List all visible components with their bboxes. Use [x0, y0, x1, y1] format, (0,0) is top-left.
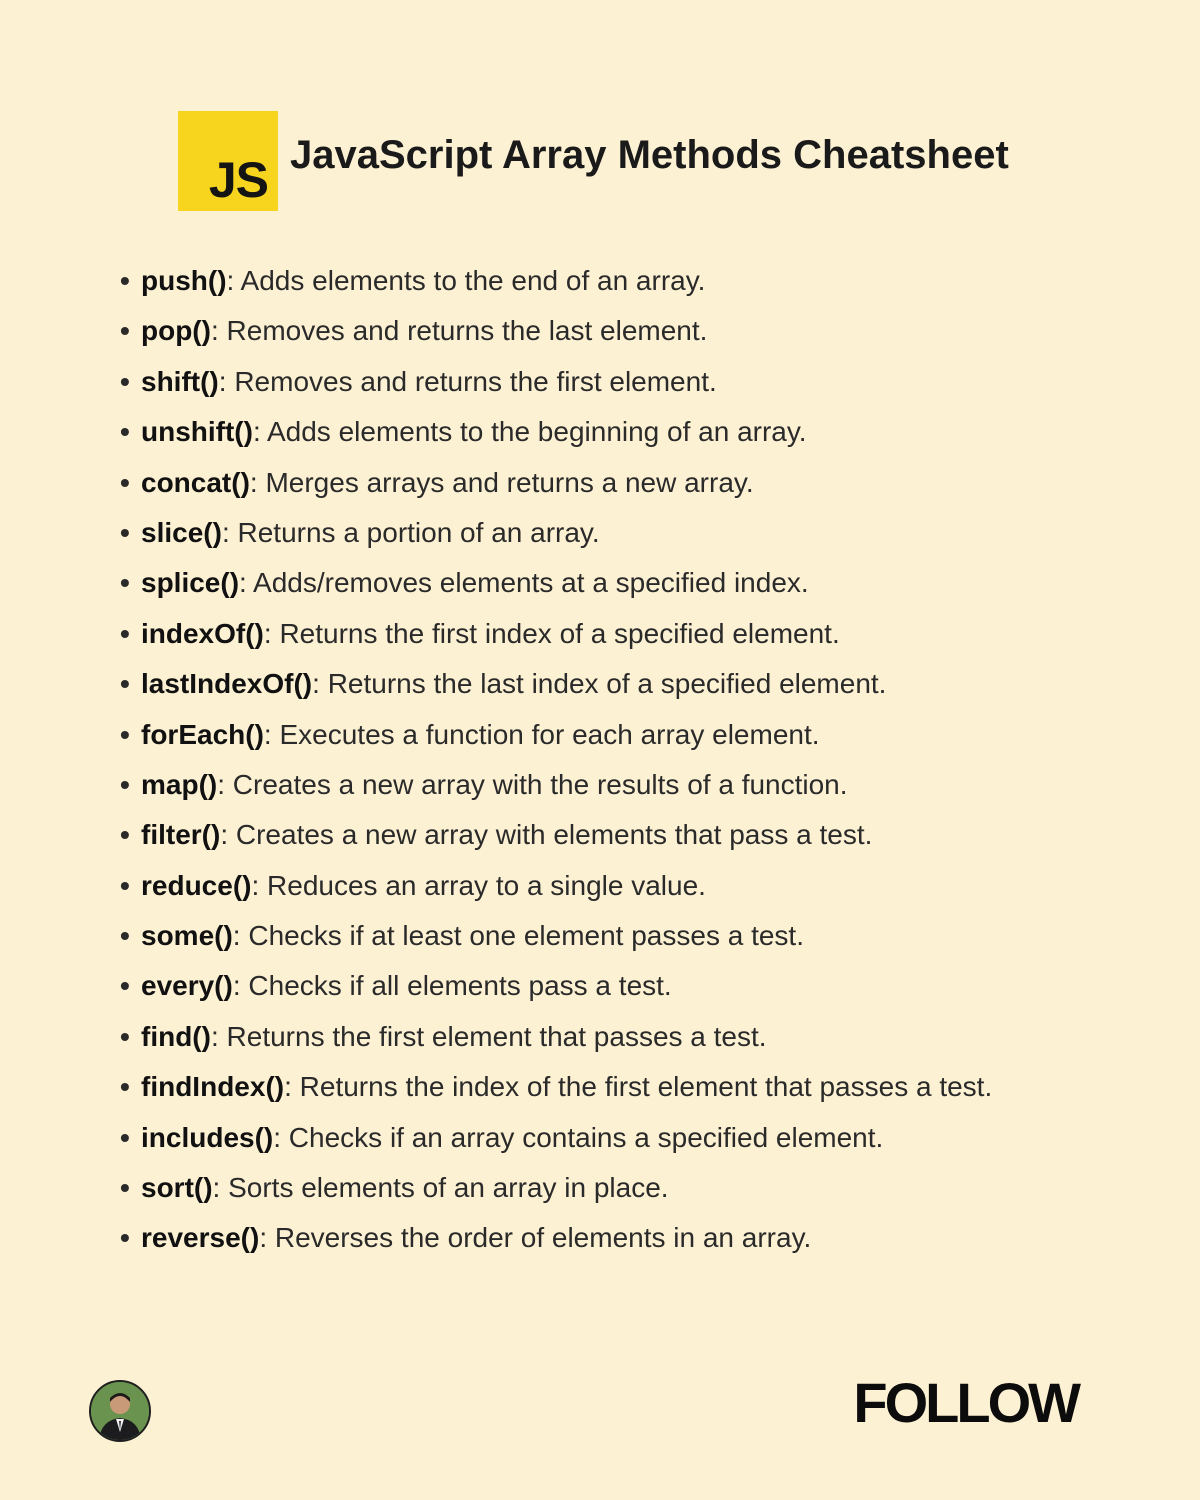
- method-name: splice(): [141, 567, 240, 599]
- list-item: [120, 961, 992, 1011]
- bullet-icon: •: [120, 466, 130, 498]
- bullet-icon: •: [120, 869, 130, 901]
- method-description: : Reduces an array to a single value.: [251, 869, 706, 901]
- method-description: : Merges arrays and returns a new array.: [249, 466, 754, 498]
- list-item: [120, 1012, 992, 1062]
- list-item: [120, 609, 992, 659]
- list-item: [120, 1213, 992, 1263]
- method-description: : Checks if all elements pass a test.: [232, 970, 672, 1002]
- list-item: [120, 357, 992, 407]
- bullet-icon: •: [120, 1121, 130, 1153]
- list-item: [120, 659, 992, 709]
- method-name: filter(): [141, 819, 221, 851]
- list-item: [120, 458, 992, 508]
- list-item: [120, 1062, 992, 1112]
- bullet-icon: •: [120, 1020, 130, 1052]
- method-name: find(): [141, 1020, 211, 1052]
- page-title: JavaScript Array Methods Cheatsheet: [290, 132, 1009, 177]
- bullet-icon: •: [120, 819, 130, 851]
- list-item: [120, 810, 992, 860]
- method-name: unshift(): [141, 416, 253, 448]
- list-item: [120, 861, 992, 911]
- method-name: push(): [141, 265, 227, 296]
- method-description: : Checks if at least one element passes a test.: [232, 920, 804, 952]
- bullet-icon: •: [120, 617, 130, 649]
- method-name: reverse(): [141, 1222, 260, 1254]
- method-name: map(): [141, 768, 218, 800]
- list-item: [120, 760, 992, 810]
- method-name: lastIndexOf(): [141, 668, 313, 700]
- method-description: : Returns the index of the first element that passes a test.: [284, 1071, 993, 1103]
- list-item: [120, 306, 992, 356]
- method-description: : Executes a function for each array element.: [263, 718, 820, 750]
- method-name: sort(): [141, 1172, 213, 1204]
- bullet-icon: •: [120, 1071, 130, 1103]
- bullet-icon: •: [120, 567, 130, 599]
- method-description: : Returns the first index of a specified element.: [263, 617, 840, 649]
- list-item: [120, 256, 992, 306]
- bullet-icon: •: [120, 416, 130, 448]
- methods-list: [120, 256, 992, 1264]
- bullet-icon: •: [120, 365, 130, 397]
- js-logo-text: JS: [208, 152, 268, 208]
- method-name: findIndex(): [141, 1071, 285, 1103]
- method-name: reduce(): [141, 869, 252, 901]
- bullet-icon: •: [120, 718, 130, 750]
- method-description: : Removes and returns the last element.: [210, 315, 708, 347]
- list-item: [120, 1113, 992, 1163]
- bullet-icon: •: [120, 668, 130, 700]
- method-name: indexOf(): [141, 617, 264, 649]
- method-description: : Sorts elements of an array in place.: [212, 1172, 669, 1204]
- method-description: : Returns a portion of an array.: [221, 516, 600, 548]
- method-description: : Reverses the order of elements in an array.: [259, 1222, 812, 1254]
- method-name: every(): [141, 970, 233, 1002]
- method-name: forEach(): [141, 718, 264, 750]
- js-logo-icon: [178, 111, 278, 211]
- method-name: slice(): [141, 516, 222, 548]
- method-description: : Adds/removes elements at a specified index.: [239, 567, 809, 599]
- method-description: : Adds elements to the end of an array.: [226, 265, 706, 296]
- list-item: [120, 710, 992, 760]
- avatar[interactable]: [89, 1380, 151, 1442]
- bullet-icon: •: [120, 516, 130, 548]
- method-description: : Removes and returns the first element.: [218, 365, 717, 397]
- follow-label: FOLLOW: [853, 1371, 1078, 1434]
- method-name: concat(): [141, 466, 250, 498]
- bullet-icon: •: [120, 1222, 130, 1254]
- list-item: [120, 558, 992, 608]
- method-description: : Returns the first element that passes a test.: [210, 1020, 767, 1052]
- list-item: [120, 911, 992, 961]
- method-name: some(): [141, 920, 233, 952]
- method-name: includes(): [141, 1121, 274, 1153]
- method-description: : Returns the last index of a specified element.: [312, 668, 887, 700]
- bullet-icon: •: [120, 920, 130, 952]
- method-description: : Creates a new array with elements that pass a test.: [220, 819, 873, 851]
- method-description: : Creates a new array with the results of a function.: [217, 768, 848, 800]
- bullet-icon: •: [120, 970, 130, 1002]
- bullet-icon: •: [120, 768, 130, 800]
- method-name: pop(): [141, 315, 211, 347]
- profile-photo-icon: [91, 1382, 149, 1440]
- bullet-icon: •: [120, 1172, 130, 1204]
- method-description: : Checks if an array contains a specified element.: [273, 1121, 884, 1153]
- list-item: [120, 407, 992, 457]
- method-name: shift(): [141, 365, 219, 397]
- list-item: [120, 1163, 992, 1213]
- header: [178, 111, 1009, 211]
- bullet-icon: •: [120, 265, 130, 296]
- bullet-icon: •: [120, 315, 130, 347]
- method-description: : Adds elements to the beginning of an array.: [252, 416, 807, 448]
- list-item: [120, 508, 992, 558]
